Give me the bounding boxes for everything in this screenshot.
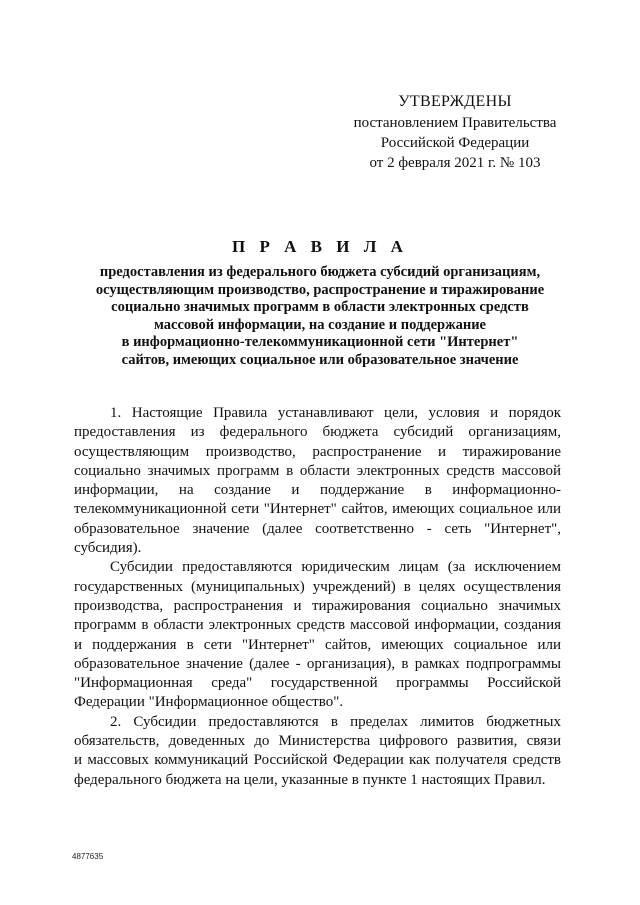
approval-line: Российской Федерации (380, 135, 530, 151)
paragraph-1 (74, 404, 561, 558)
text-line: обязательств, доведенных до Министерства цифрового развития, связи (74, 733, 561, 750)
text-line: и массовых коммуникаций Российской Федерации как получателя средств (74, 752, 561, 769)
document-subtitle (70, 264, 570, 370)
text-line: Федерации "Информационное общество". (74, 694, 344, 711)
paragraph-2 (74, 558, 561, 712)
text-line: федерального бюджета на цели, указанные в пункте 1 настоящих Правил. (74, 771, 546, 788)
subtitle-line: осуществляющим производство, распространение и тиражирование (95, 281, 545, 298)
subtitle-line: сайтов, имеющих социальное или образовательное значение (121, 351, 519, 368)
text-line: образовательное значение (далее - организация), в рамках подпрограммы (74, 655, 561, 672)
text-line: образовательное значение (далее соответственно - сеть "Интернет", (74, 520, 561, 537)
subtitle-line: предоставления из федерального бюджета субсидий организациям, (99, 264, 541, 280)
text-line: Субсидии предоставляются юридическим лицам (за исключением (110, 559, 561, 576)
text-line: осуществляющим производство, распространение и тиражирование (74, 443, 561, 460)
text-line: 1. Настоящие Правила устанавливают цели, условия и порядок (110, 405, 561, 421)
text-line: государственных (муниципальных) учреждений) в целях осуществления (74, 578, 561, 595)
text-line: информации, на создание и поддержание в информационно- (74, 482, 561, 499)
document-title: П Р А В И Л А (232, 237, 408, 256)
text-line: телекоммуникационной сети "Интернет" сайтов, имеющих социальное или (74, 501, 561, 518)
paragraph-3 (74, 713, 561, 790)
approval-title: УТВЕРЖДЕНЫ (398, 93, 512, 110)
text-line: и поддержания в сети "Интернет" сайтов, имеющих социальное или (74, 636, 561, 653)
text-line: 2. Субсидии предоставляются в пределах лимитов бюджетных (110, 713, 561, 730)
text-line: производства, распространения и тиражирования социально значимых (74, 597, 561, 614)
subtitle-line: массовой информации, на создание и поддержание (153, 316, 486, 333)
text-line: субсидия). (74, 540, 142, 557)
approval-line: постановлением Правительства (353, 115, 557, 131)
approval-block (340, 92, 570, 173)
subtitle-line: в информационно-телекоммуникационной сети "Интернет" (121, 334, 519, 351)
document-body (74, 404, 561, 790)
text-line: "Информационная среда" государственной программы Российской (74, 675, 561, 692)
text-line: предоставления из федерального бюджета субсидий организациям, (74, 424, 561, 441)
document-code: 4877635 (72, 852, 104, 861)
approval-date-number: от 2 февраля 2021 г. № 103 (369, 155, 541, 171)
text-line: социально значимых программ в области электронных средств массовой (74, 462, 561, 479)
subtitle-line: социально значимых программ в области электронных средств (111, 299, 529, 316)
text-line: программ в области электронных средств массовой информации, создания (74, 617, 561, 634)
